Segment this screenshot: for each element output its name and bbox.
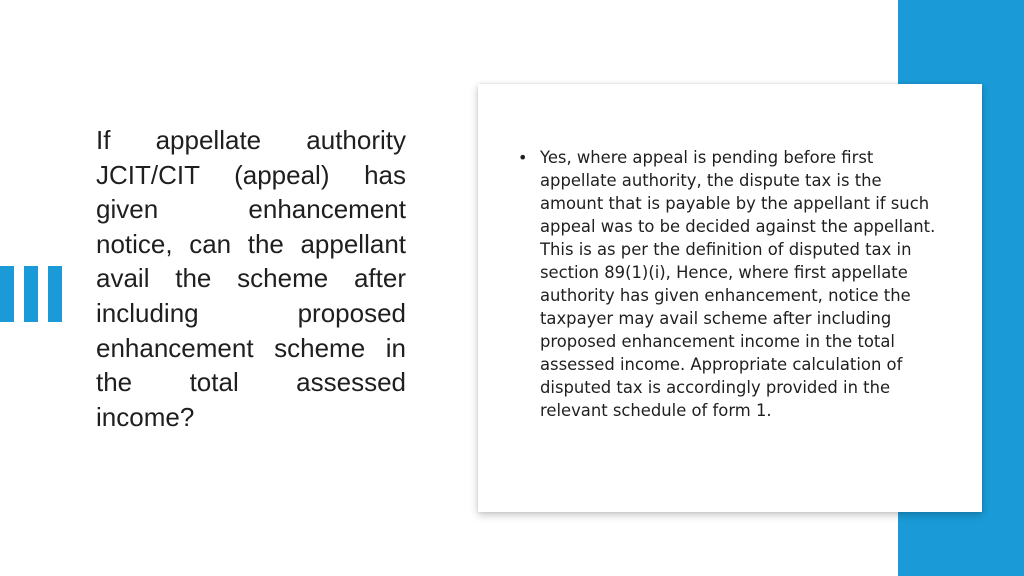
accent-stripe xyxy=(48,266,62,322)
left-accent-stripes xyxy=(0,266,62,322)
accent-stripe xyxy=(0,266,14,322)
answer-item xyxy=(518,146,946,422)
answer-list xyxy=(518,146,946,422)
question-text: If appellate authority JCIT/CIT (appeal) has given enhancement notice, can the appellant avail the scheme after including proposed enhancement scheme in the total assessed income? xyxy=(96,125,406,432)
answer-text: Yes, where appeal is pending before first appellate authority, the dispute tax is the amount that is payable by the appellant if such appeal was to be decided against the appellant. This is as per the definition of disputed tax in section 89(1)(i), Hence, where first appellate authority has given enhancement, notice the taxpayer may avail scheme after including proposed enhancement income in the total assessed income. Appropriate calculation of disputed tax is accordingly provided in the relevant schedule of form 1. xyxy=(540,148,936,420)
answer-card xyxy=(478,84,982,512)
bullet-icon: • xyxy=(518,148,528,167)
accent-stripe xyxy=(24,266,38,322)
